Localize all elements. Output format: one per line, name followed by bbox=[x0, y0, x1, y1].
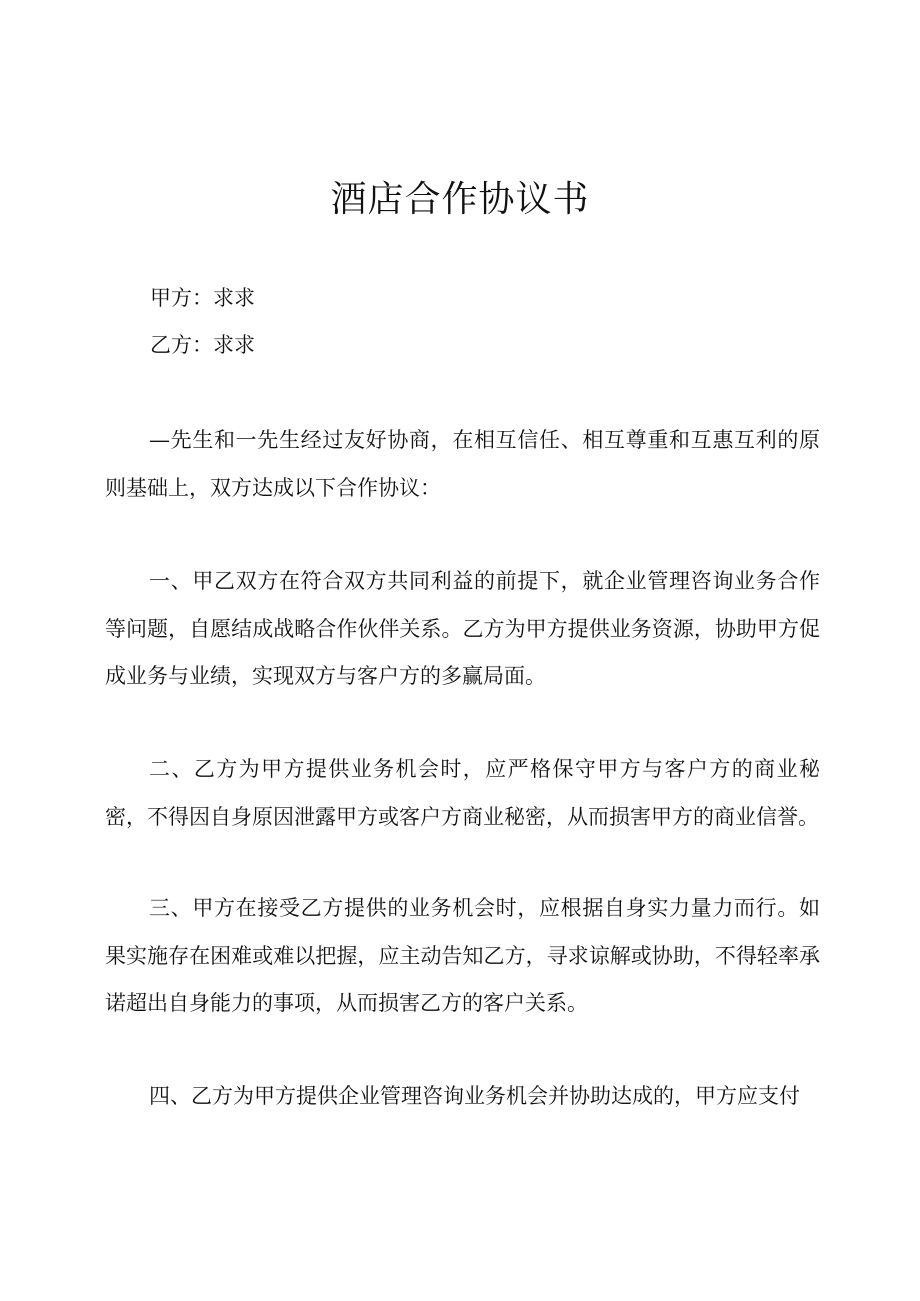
document-title: 酒店合作协议书 bbox=[330, 179, 590, 220]
party-b-line: 乙方：求求 bbox=[150, 333, 255, 357]
clause-2-paragraph: 二、乙方为甲方提供业务机会时，应严格保守甲方与客户方的商业秘密，不得因自身原因泄露甲方或客户方商业秘密，从而损害甲方的商业信誉。 bbox=[105, 757, 820, 829]
clause-4-paragraph: 四、乙方为甲方提供企业管理咨询业务机会并协助达成的，甲方应支付 bbox=[149, 1084, 800, 1108]
intro-paragraph: —先生和一先生经过友好协商，在相互信任、相互尊重和互惠互利的原则基础上，双方达成以下合作协议： bbox=[105, 428, 820, 500]
clause-1-paragraph: 一、甲乙双方在符合双方共同利益的前提下，就企业管理咨询业务合作等问题，自愿结成战略合作伙伴关系。乙方为甲方提供业务资源，协助甲方促成业务与业绩，实现双方与客户方的多赢局面。 bbox=[105, 569, 820, 688]
party-a-line: 甲方：求求 bbox=[150, 286, 255, 310]
clause-3-paragraph: 三、甲方在接受乙方提供的业务机会时，应根据自身实力量力而行。如果实施存在困难或难以把握，应主动告知乙方，寻求谅解或协助，不得轻率承诺超出自身能力的事项，从而损害乙方的客户关系。 bbox=[105, 896, 820, 1015]
